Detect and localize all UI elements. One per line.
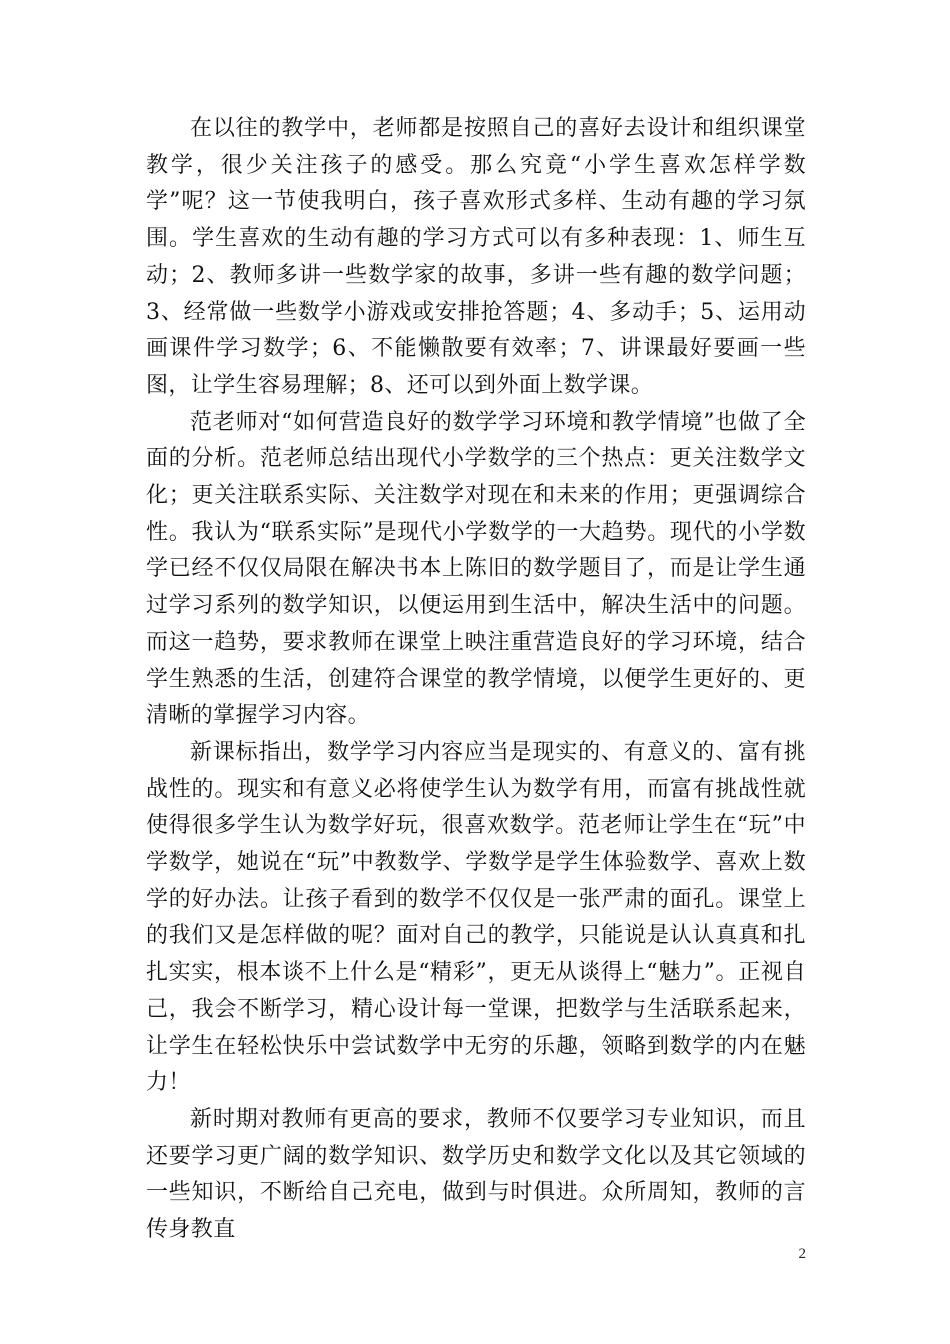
paragraph-2: 范老师对“如何营造良好的数学学习环境和教学情境”也做了全面的分析。范老师总结出现代小学数学的三个热点：更关注数学文化；更关注联系实际、关注数学对现在和未来的作用；更强调综合性。我认为“联系实际”是现代小学数学的一大趋势。现代的小学数学已经不仅仅局限在解决书本上陈旧的数学题目了，而是让学生通过学习系列的数学知识，以便运用到生活中，解决生活中的问题。而这一趋势，要求教师在课堂上映注重营造良好的学习环境，结合学生熟悉的生活，创建符合课堂的教学情境，以便学生更好的、更清晰的掌握学习内容。 bbox=[146, 409, 806, 729]
paragraph-1: 在以往的教学中，老师都是按照自己的喜好去设计和组织课堂教学，很少关注孩子的感受。那么究竟“小学生喜欢怎样学数学”呢？这一节使我明白，孩子喜欢形式多样、生动有趣的学习氛围。学生喜欢的生动有趣的学习方式可以有多种表现：1、师生互动；2、教师多讲一些数学家的故事，多讲一些有趣的数学问题；3、经常做一些数学小游戏或安排抢答题；4、多动手；5、运用动画课件学习数学；6、不能懒散要有效率；7、讲课最好要画一些图，让学生容易理解；8、还可以到外面上数学课。 bbox=[146, 116, 806, 398]
paragraph-4: 新时期对教师有更高的要求，教师不仅要学习专业知识，而且还要学习更广阔的数学知识、数学历史和数学文化以及其它领域的一些知识，不断给自己充电，做到与时俱进。众所周知，教师的言传身教直 bbox=[146, 1106, 806, 1243]
page-number: 2 bbox=[798, 1246, 806, 1262]
paragraph-3: 新课标指出，数学学习内容应当是现实的、有意义的、富有挑战性的。现实和有意义必将使学生认为数学有用，而富有挑战性就使得很多学生认为数学好玩，很喜欢数学。范老师让学生在“玩”中学数学，她说在“玩”中教数学、学数学是学生体验数学、喜欢上数学的好办法。让孩子看到的数学不仅仅是一张严肃的面孔。课堂上的我们又是怎样做的呢？面对自己的教学，只能说是认认真真和扎扎实实，根本谈不上什么是“精彩”，更无从谈得上“魅力”。正视自己，我会不断学习，精心设计每一堂课，把数学与生活联系起来，让学生在轻松快乐中尝试数学中无穷的乐趣，领略到数学的内在魅力！ bbox=[146, 739, 806, 1096]
body-text bbox=[146, 111, 806, 1249]
